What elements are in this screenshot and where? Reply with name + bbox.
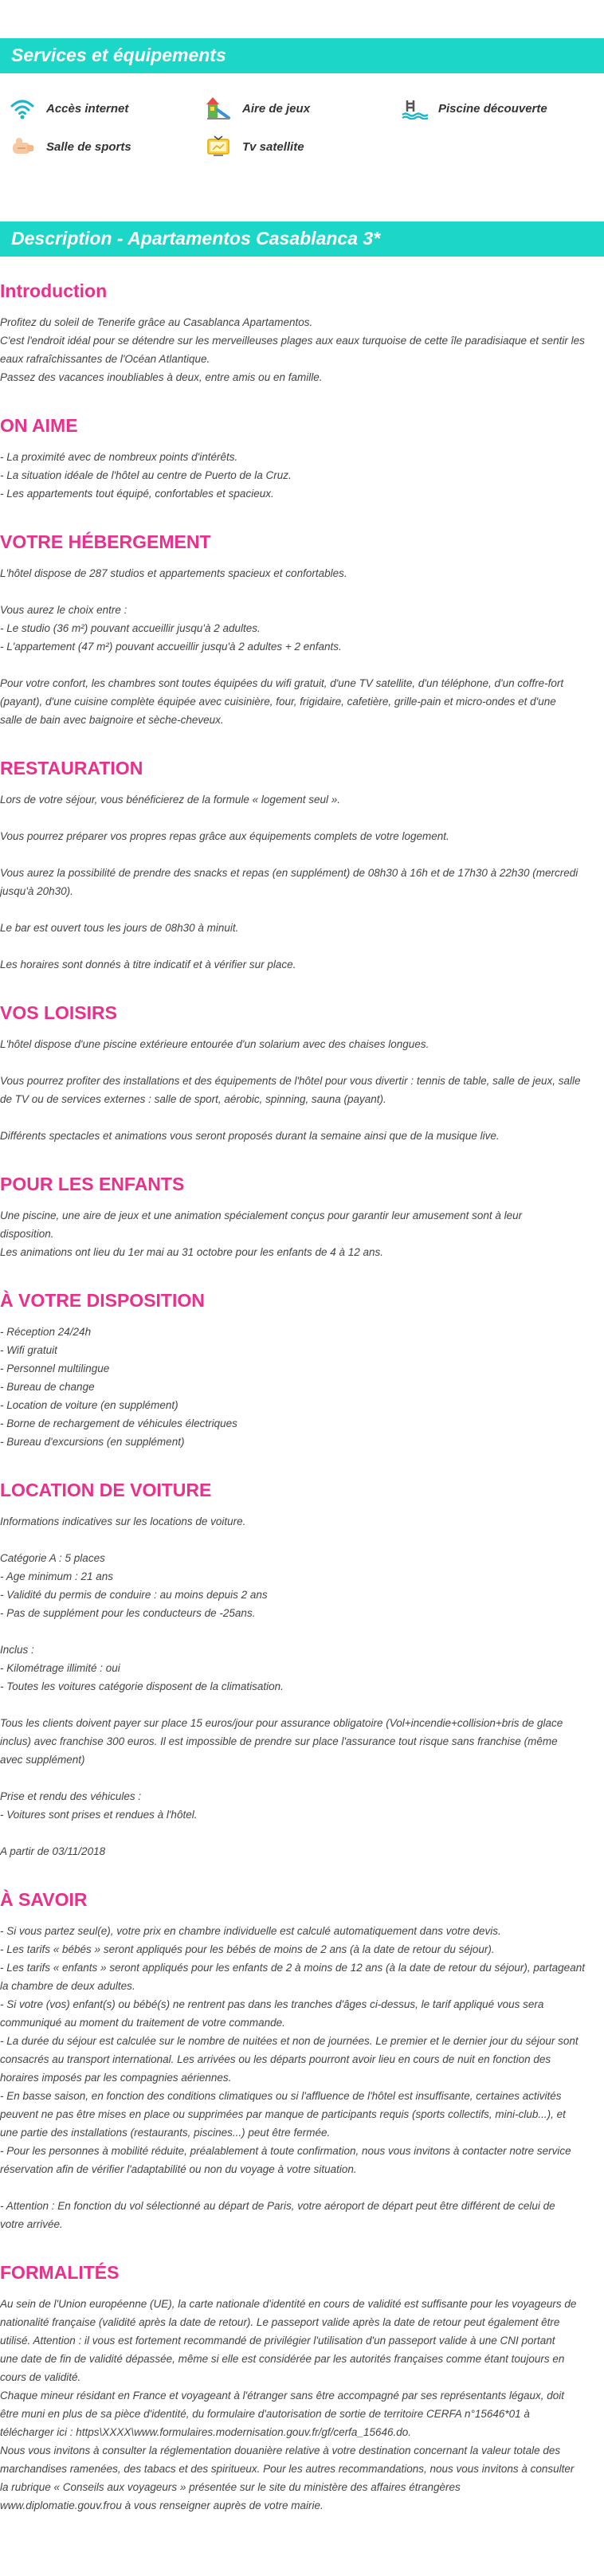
text-line: - La durée du séjour est calculée sur le nombre de nuitées et non de journées. Le premier et le dernier jour du séjour sont	[0, 2035, 579, 2047]
text-line: - Kilométrage illimité : oui	[0, 1662, 120, 1674]
text-line: - Les tarifs « bébés » seront appliqués pour les bébés de moins de 2 ans (à la date de retour du séjour).	[0, 1943, 495, 1955]
section-heading: VOS LOISIRS	[0, 1002, 117, 1023]
paragraph-gap	[0, 809, 604, 827]
paragraph-gap	[0, 1053, 604, 1072]
section-heading: VOTRE HÉBERGEMENT	[0, 531, 211, 552]
text-line: - Personnel multilingue	[0, 1362, 110, 1374]
text-line: - Réception 24/24h	[0, 1326, 92, 1338]
equipment-grid	[0, 73, 604, 172]
text-line: Chaque mineur résidant en France et voyageant à l'étranger sans être accompagné par ses représentants légaux, doit	[0, 2390, 564, 2402]
text-line: salle de bain avec baignoire et sèche-cheveux.	[0, 714, 224, 726]
text-line: Prise et rendu des véhicules :	[0, 1790, 142, 1802]
description-banner: Description - Apartamentos Casablanca 3*	[0, 222, 604, 257]
paragraph-gap	[0, 937, 604, 955]
text-line: communiqué au moment du traitement de votre commande.	[0, 2017, 285, 2029]
text-line: cours de validité.	[0, 2371, 81, 2383]
equipment-item-gym	[8, 127, 204, 166]
text-line: - Si vous partez seul(e), votre prix en chambre individuelle est calculé automatiquement dans votre devis.	[0, 1925, 501, 1937]
text-line: Les horaires sont donnés à titre indicatif et à vérifier sur place.	[0, 959, 296, 970]
paragraph-gap	[0, 1108, 604, 1127]
text-line: - Voitures sont prises et rendues à l'hôtel.	[0, 1809, 198, 1821]
wifi-icon	[8, 94, 37, 123]
paragraph-gap	[0, 1622, 604, 1641]
text-line: - Toutes les voitures catégorie disposent de la climatisation.	[0, 1680, 284, 1692]
text-line: A partir de 03/11/2018	[0, 1845, 106, 1857]
paragraph-gap	[0, 656, 604, 674]
text-line: - Pas de supplément pour les conducteurs de -25ans.	[0, 1607, 256, 1619]
text-line: - Les tarifs « enfants » seront appliqués pour les enfants de 2 à moins de 12 ans (à la date de retour du séjour), partageant	[0, 1962, 585, 1974]
text-line: - L'appartement (47 m²) pouvant accueillir jusqu'à 2 adultes + 2 enfants.	[0, 641, 342, 653]
text-line: de TV ou de services externes : salle de sport, aérobic, spinning, sauna (payant).	[0, 1093, 386, 1105]
description-content	[0, 280, 604, 2539]
equipment-item-pool	[400, 89, 596, 127]
text-line: Informations indicatives sur les locations de voiture.	[0, 1515, 246, 1527]
text-line: - Location de voiture (en supplément)	[0, 1399, 178, 1411]
paragraph-gap	[0, 845, 604, 864]
text-line: - Attention : En fonction du vol sélectionné au départ de Paris, votre aéroport de départ peut être différent de celui de	[0, 2200, 555, 2212]
text-line: L'hôtel dispose d'une piscine extérieure entourée d'un solarium avec des chaises longues.	[0, 1038, 429, 1050]
text-line: Vous pourrez profiter des installations et des équipements de l'hôtel pour vous divertir : tennis de table, salle de jeux, salle	[0, 1075, 581, 1087]
text-line: Vous aurez le choix entre :	[0, 604, 127, 616]
text-line: - Bureau de change	[0, 1381, 95, 1393]
text-line: Vous aurez la possibilité de prendre des snacks et repas (en supplément) de 08h30 à 16h et de 17h30 à 22h30 (mercredi	[0, 867, 579, 879]
section-heading: RESTAURATION	[0, 758, 143, 778]
text-line: - Age minimum : 21 ans	[0, 1570, 114, 1582]
text-line: utilisé. Attention : il vous est fortement recommandé de privilégier l'utilisation d'un passeport valide à une CNI portant	[0, 2335, 555, 2347]
text-line: Pour votre confort, les chambres sont toutes équipées du wifi gratuit, d'une TV satellite, d'un téléphone, d'un coffre-fort	[0, 677, 564, 689]
text-line: - Bureau d'excursions (en supplément)	[0, 1436, 185, 1448]
pool-icon	[400, 94, 429, 123]
text-line: une date de fin de validité dépassée, même si elle est considérée par les autorités françaises comme étant toujours en	[0, 2353, 565, 2365]
text-line: - La proximité avec de nombreux points d'intérêts.	[0, 451, 238, 463]
equipment-label: Aire de jeux	[242, 101, 311, 116]
text-line: une partie des installations (restaurants, piscines...) peut être fermée.	[0, 2127, 331, 2139]
text-line: - Wifi gratuit	[0, 1344, 57, 1356]
paragraph-gap	[0, 1696, 604, 1714]
text-line: - Si votre (vos) enfant(s) ou bébé(s) ne rentrent pas dans les tranches d'âges ci-dessus, le tarif appliqué vous sera	[0, 1998, 544, 2010]
text-line: Le bar est ouvert tous les jours de 08h30 à minuit.	[0, 922, 239, 934]
text-line: Catégorie A : 5 places	[0, 1552, 105, 1564]
text-line: - Les appartements tout équipé, confortables et spacieux.	[0, 488, 274, 500]
services-banner: Services et équipements	[0, 38, 604, 73]
text-line: Vous pourrez préparer vos propres repas grâce aux équipements complets de votre logement.	[0, 830, 449, 842]
page	[0, 38, 604, 2539]
text-line: jusqu'à 20h30).	[0, 885, 73, 897]
text-line: peuvent ne pas être mises en place ou supprimées par manque de participants requis (sports collectifs, mini-club...), et	[0, 2108, 566, 2120]
text-line: L'hôtel dispose de 287 studios et appartements spacieux et confortables.	[0, 567, 347, 579]
equipment-item-tv	[204, 127, 400, 166]
paragraph-gap	[0, 1824, 604, 1842]
text-line: Inclus :	[0, 1644, 34, 1656]
text-line: la rubrique « Conseils aux voyageurs » présentée sur le site du ministère des affaires étrangères	[0, 2481, 461, 2493]
paragraph-gap	[0, 582, 604, 601]
text-line: Tous les clients doivent payer sur place 15 euros/jour pour assurance obligatoire (Vol+incendie+collision+bris de glace	[0, 1717, 563, 1729]
equipment-item-internet	[8, 89, 204, 127]
text-line: Passez des vacances inoubliables à deux, entre amis ou en famille.	[0, 371, 323, 383]
text-line: consacrés au transport international. Les arrivées ou les départs pourront avoir lieu en cours de nuit en fonction des	[0, 2053, 551, 2065]
paragraph-gap	[0, 900, 604, 919]
text-line: inclus) avec franchise 300 euros. Il est impossible de prendre sur place l'assurance tout risque sans franchise (même	[0, 1735, 558, 1747]
text-line: Différents spectacles et animations vous seront proposés durant la semaine ainsi que de la musique live.	[0, 1130, 500, 1142]
text-line: votre arrivée.	[0, 2218, 63, 2230]
playground-icon	[204, 94, 233, 123]
text-line: www.diplomatie.gouv.frou à vous renseigner auprès de votre mairie.	[0, 2500, 324, 2511]
text-line: C'est l'endroit idéal pour se détendre sur les merveilleuses plages aux eaux turquoise de cette île paradisiaque et sentir les	[0, 335, 585, 347]
text-line: - Pour les personnes à mobilité réduite, préalablement à toute confirmation, nous vous invitons à contacter notre service	[0, 2145, 571, 2157]
text-line: horaires imposés par les compagnies aériennes.	[0, 2072, 232, 2084]
text-line: eaux rafraîchissantes de l'Océan Atlantique.	[0, 353, 210, 365]
text-line: nationalité française (validité après la date de retour). Le passeport valide après la date de retour peut également être	[0, 2316, 560, 2328]
equipment-label: Salle de sports	[46, 139, 131, 154]
text-line: - Le studio (36 m²) pouvant accueillir jusqu'à 2 adultes.	[0, 622, 261, 634]
text-line: Les animations ont lieu du 1er mai au 31 octobre pour les enfants de 4 à 12 ans.	[0, 1246, 384, 1258]
text-line: - Borne de rechargement de véhicules électriques	[0, 1417, 237, 1429]
text-line: la chambre de deux adultes.	[0, 1980, 135, 1992]
section-heading: Introduction	[0, 280, 108, 301]
text-line: être muni en plus de sa pièce d'identité, du formulaire d'autorisation de sortie de territoire CERFA n°15646*01 à	[0, 2408, 530, 2420]
section-heading: ON AIME	[0, 415, 78, 436]
text-line: Lors de votre séjour, vous bénéficierez de la formule « logement seul ».	[0, 794, 340, 806]
equipment-label: Accès internet	[46, 101, 129, 116]
equipment-item-playground	[204, 89, 400, 127]
section-heading: À VOTRE DISPOSITION	[0, 1290, 205, 1311]
equipment-label: Piscine découverte	[438, 101, 547, 116]
text-line: (payant), d'une cuisine complète équipée avec cuisinière, four, frigidaire, cafetière, grille-pain et micro-ondes et d'une	[0, 696, 556, 708]
text-line: télécharger ici : https\XXXX\www.formulaires.modernisation.gouv.fr/gf/cerfa_15646.do.	[0, 2426, 412, 2438]
text-line: - En basse saison, en fonction des conditions climatiques ou si l'affluence de l'hôtel est insuffisante, certaines activités	[0, 2090, 562, 2102]
equipment-label: Tv satellite	[242, 139, 304, 154]
text-line: avec supplément)	[0, 1754, 85, 1766]
text-line: Au sein de l'Union européenne (UE), la carte nationale d'identité en cours de validité est suffisante pour les voyageurs de	[0, 2298, 577, 2310]
text-line: disposition.	[0, 1228, 54, 1240]
text-line: marchandises ramenées, des tabacs et des spiritueux. Pour les autres recommandations, nous vous invitons à consulter	[0, 2463, 575, 2475]
text-line: Profitez du soleil de Tenerife grâce au Casablanca Apartamentos.	[0, 316, 313, 328]
section-heading: LOCATION DE VOITURE	[0, 1480, 212, 1500]
section-heading: FORMALITÉS	[0, 2262, 120, 2283]
paragraph-gap	[0, 2178, 604, 2197]
paragraph-gap	[0, 1769, 604, 1787]
text-line: Une piscine, une aire de jeux et une animation spécialement conçus pour garantir leur amusement sont à leur	[0, 1210, 523, 1221]
section-heading: À SAVOIR	[0, 1889, 88, 1910]
text-line: Nous vous invitons à consulter la réglementation douanière relative à votre destination concernant la valeur totale des	[0, 2445, 561, 2456]
text-line: - La situation idéale de l'hôtel au centre de Puerto de la Cruz.	[0, 469, 292, 481]
text-line: réservation afin de vérifier l'adaptabilité ou non du voyage à votre situation.	[0, 2163, 357, 2175]
text-line: - Validité du permis de conduire : au moins depuis 2 ans	[0, 1589, 268, 1601]
paragraph-gap	[0, 1531, 604, 1549]
section-heading: POUR LES ENFANTS	[0, 1174, 185, 1194]
tv-icon	[204, 132, 233, 161]
gym-icon	[8, 132, 37, 161]
